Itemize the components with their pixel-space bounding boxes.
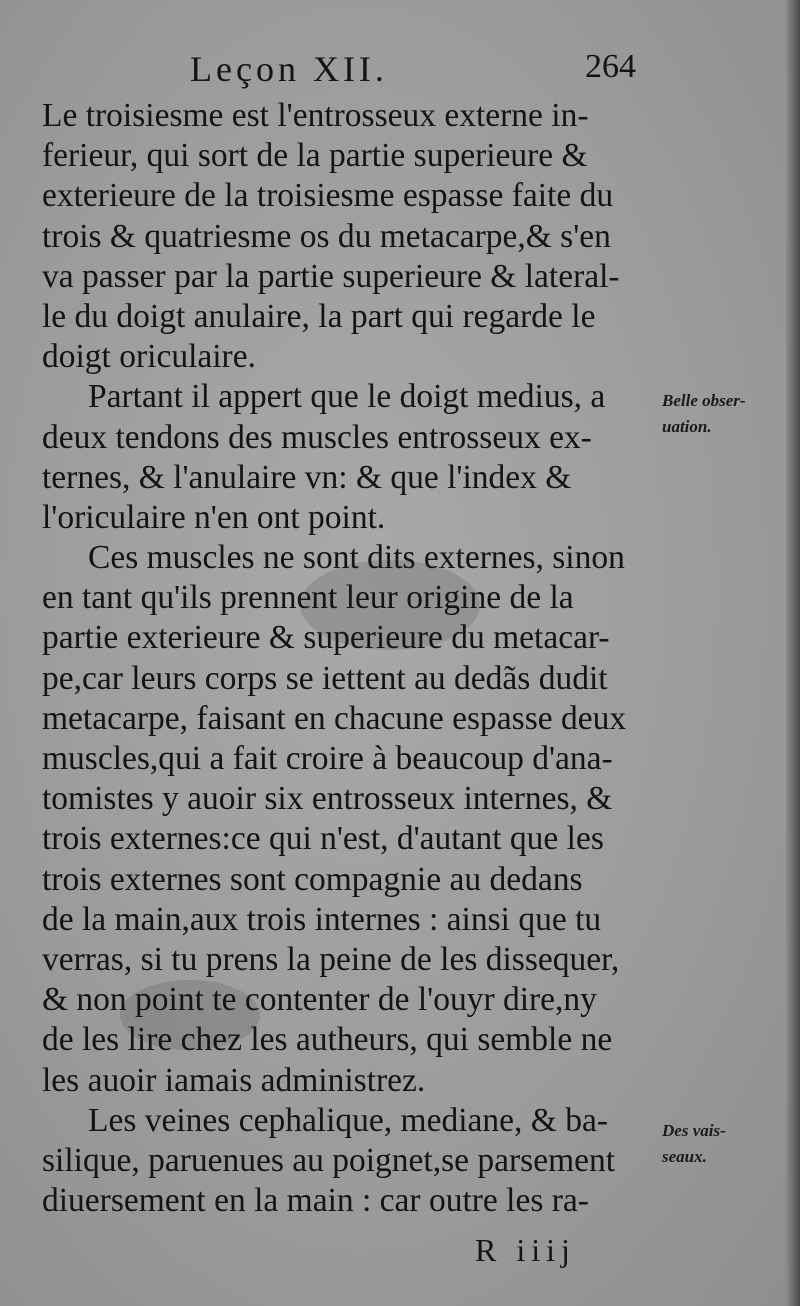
text-line: deux tendons des muscles entrosseux ex- xyxy=(42,418,592,456)
margin-note-line: uation. xyxy=(662,417,712,436)
text-line: tomistes y auoir six entrosseux internes, & xyxy=(42,780,613,818)
text-line: & non point te contenter de l'ouyr dire,ny xyxy=(42,981,597,1019)
margin-note-line: Des vais- xyxy=(662,1121,726,1140)
margin-note xyxy=(662,1118,792,1170)
signature-mark: R iiij xyxy=(475,1232,576,1268)
text-line: exterieure de la troisiesme espasse faite du xyxy=(42,177,614,215)
running-title: Leçon XII. xyxy=(190,49,388,89)
text-line: en tant qu'ils prennent leur origine de la xyxy=(42,579,574,617)
page-header xyxy=(0,48,800,92)
text-line: de les lire chez les autheurs, qui semble ne xyxy=(42,1021,613,1059)
text-line: de la main,aux trois internes : ainsi que tu xyxy=(42,900,602,938)
text-line: verras, si tu prens la peine de les dissequer, xyxy=(42,940,620,978)
text-line: le du doigt anulaire, la part qui regarde le xyxy=(42,297,596,335)
text-line: Partant il appert que le doigt medius, a xyxy=(88,378,606,416)
text-line: doigt oriculaire. xyxy=(42,338,256,376)
text-line: trois & quatriesme os du metacarpe,& s'en xyxy=(42,217,611,255)
text-line: trois externes sont compagnie au dedans xyxy=(42,860,583,898)
page-edge-shadow xyxy=(786,0,800,1306)
text-line: va passer par la partie superieure & lateral- xyxy=(42,257,620,295)
text-line: muscles,qui a fait croire à beaucoup d'ana- xyxy=(42,740,613,777)
margin-note xyxy=(662,388,792,440)
text-line: ternes, & l'anulaire vn: & que l'index & xyxy=(42,458,572,496)
text-line: silique, paruenues au poignet,se parsement xyxy=(42,1141,616,1179)
text-line: Les veines cephalique, mediane, & ba- xyxy=(88,1101,608,1139)
text-line: les auoir iamais administrez. xyxy=(42,1061,426,1099)
text-line: Le troisiesme est l'entrosseux externe in- xyxy=(42,97,589,134)
text-line: trois externes:ce qui n'est, d'autant que les xyxy=(42,820,604,858)
margin-note-line: seaux. xyxy=(662,1147,707,1166)
margin-note-line: Belle obser- xyxy=(662,391,746,410)
text-line: ferieur, qui sort de la partie superieure & xyxy=(42,137,588,175)
page-number: 264 xyxy=(585,48,636,85)
text-line: partie exterieure & superieure du metacar- xyxy=(42,619,610,657)
text-line: l'oriculaire n'en ont point. xyxy=(42,498,386,536)
text-line: metacarpe, faisant en chacune espasse deux xyxy=(42,699,627,737)
body-text xyxy=(42,96,662,1221)
text-line: diuersement en la main : car outre les ra- xyxy=(42,1182,589,1220)
text-line: Ces muscles ne sont dits externes, sinon xyxy=(88,539,625,577)
text-line: pe,car leurs corps se iettent au dedãs dudit xyxy=(42,659,608,697)
